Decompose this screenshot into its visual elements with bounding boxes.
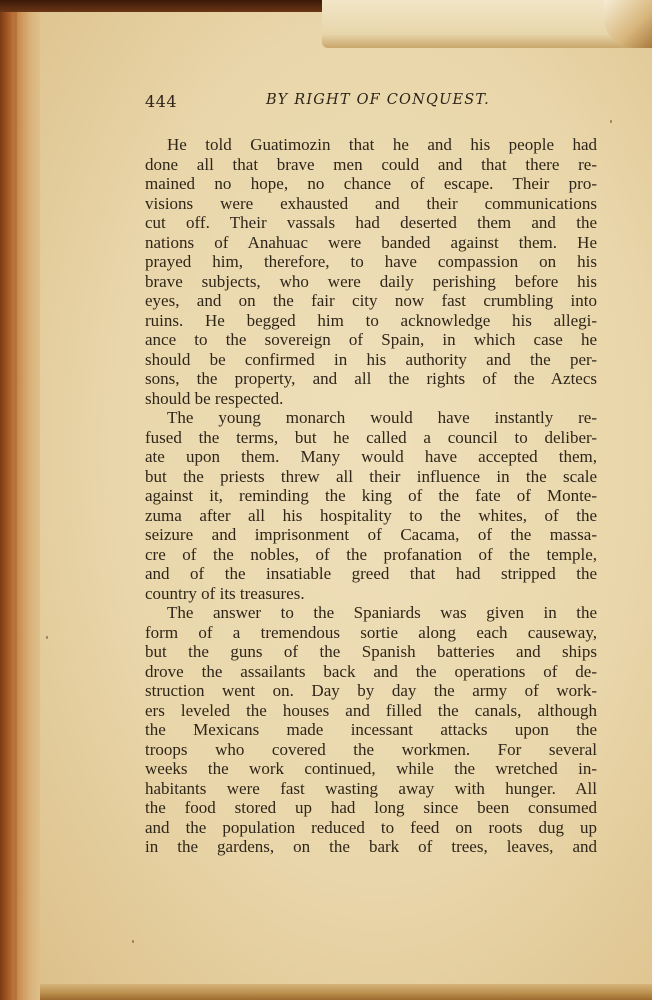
text-line: form of a tremendous sortie along each causeway, bbox=[145, 622, 597, 642]
text-line: fused the terms, but he called a council to deliber- bbox=[145, 427, 597, 447]
text-line: zuma after all his hospitality to the whites, of the bbox=[145, 505, 597, 525]
text-line: the Mexicans made incessant attacks upon the bbox=[145, 720, 597, 739]
text-line: ruins. He begged him to acknowledge his allegi- bbox=[145, 310, 597, 330]
text-line: seizure and imprisonment of Cacama, of the massa- bbox=[145, 525, 597, 544]
text-line: The young monarch would have instantly re- bbox=[167, 408, 597, 427]
text-line: ance to the sovereign of Spain, in which case he bbox=[145, 330, 597, 349]
text-line: should be confirmed in his authority and the per- bbox=[145, 349, 597, 369]
text-line: weeks the work continued, while the wretched in- bbox=[145, 759, 597, 778]
text-line: and of the insatiable greed that had stripped the bbox=[145, 564, 597, 583]
paper-speck bbox=[46, 636, 48, 639]
text-line: but the priests threw all their influence in the scale bbox=[145, 466, 597, 486]
running-title: BY RIGHT OF CONQUEST. bbox=[266, 92, 490, 108]
binding-edge-line bbox=[14, 0, 17, 1000]
text-line: cre of the nobles, of the profanation of the temple, bbox=[145, 544, 597, 564]
text-line: brave subjects, who were daily perishing before his bbox=[145, 271, 597, 291]
paragraph bbox=[145, 408, 597, 603]
text-line: eyes, and on the fair city now fast crumbling into bbox=[145, 291, 597, 310]
text-line: sons, the property, and all the rights of the Aztecs bbox=[145, 369, 597, 388]
text-line: nations of Anahuac were banded against them. He bbox=[145, 232, 597, 252]
text-line: visions were exhausted and their communications bbox=[145, 193, 597, 213]
text-line: and the population reduced to feed on roots dug up bbox=[145, 817, 597, 837]
text-line: country of its treasures. bbox=[145, 583, 305, 603]
book-binding-gutter bbox=[0, 0, 44, 1000]
paragraph bbox=[145, 135, 597, 408]
text-line: against it, reminding the king of the fate of Monte- bbox=[145, 486, 597, 505]
text-line: troops who covered the workmen. For several bbox=[145, 739, 597, 759]
text-line: done all that brave men could and that there re- bbox=[145, 154, 597, 174]
text-line: ers leveled the houses and filled the canals, although bbox=[145, 700, 597, 720]
paragraph bbox=[145, 603, 597, 857]
text-line: cut off. Their vassals had deserted them and the bbox=[145, 213, 597, 232]
text-line: prayed him, therefore, to have compassion on his bbox=[145, 252, 597, 271]
text-line: habitants were fast wasting away with hunger. All bbox=[145, 778, 597, 798]
page-number: 444 bbox=[145, 92, 178, 111]
bottom-page-edge bbox=[40, 984, 652, 1000]
top-book-edge bbox=[0, 0, 330, 12]
text-line: the food stored up had long since been consumed bbox=[145, 798, 597, 817]
text-line: drove the assailants back and the operations of de- bbox=[145, 661, 597, 681]
body-text bbox=[145, 135, 597, 857]
text-line: He told Guatimozin that he and his people had bbox=[167, 135, 597, 154]
paper-speck bbox=[610, 120, 612, 123]
folded-top-margin bbox=[322, 0, 652, 48]
text-line: in the gardens, on the bark of trees, leaves, and bbox=[145, 837, 597, 856]
text-line: ate upon them. Many would have accepted them, bbox=[145, 447, 597, 466]
paper-speck bbox=[132, 940, 134, 943]
text-line: but the guns of the Spanish batteries and ships bbox=[145, 642, 597, 661]
text-line: struction went on. Day by day the army of work- bbox=[145, 681, 597, 700]
text-line: should be respected. bbox=[145, 388, 284, 408]
text-line: mained no hope, no chance of escape. Their pro- bbox=[145, 174, 597, 193]
text-line: The answer to the Spaniards was given in the bbox=[167, 603, 597, 622]
page-header bbox=[145, 92, 490, 116]
